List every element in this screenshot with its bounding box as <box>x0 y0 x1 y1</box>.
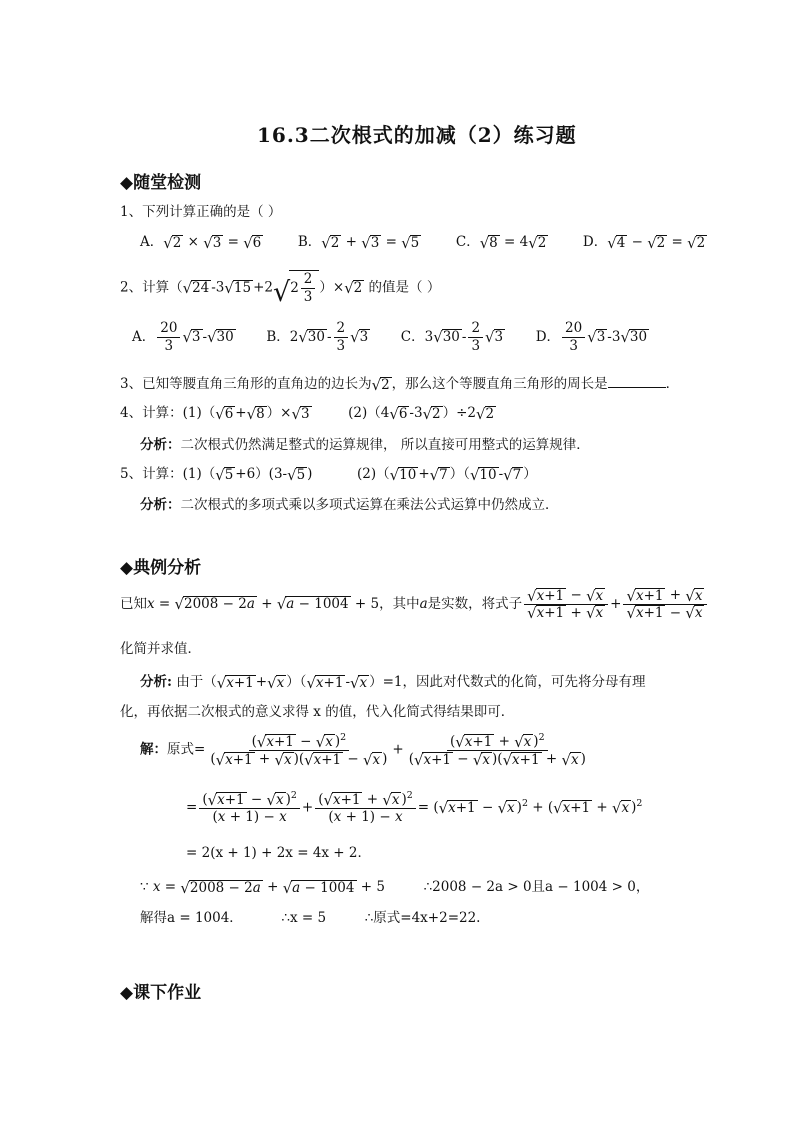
question-4-analysis: 分析：二次根式仍然满足整式的运算规律， 所以直接可用整式的运算规律． <box>140 437 590 453</box>
example-analysis-continued: 化，再依据二次根式的意义求得 x 的值，代入化简式得结果即可． <box>120 704 515 720</box>
question-1-stem: 1、下列计算正确的是（ ） <box>120 204 282 220</box>
answer-blank[interactable] <box>608 373 666 388</box>
question-5-analysis: 分析：二次根式的多项式乘以多项式运算在乘法公式运算中仍然成立． <box>140 497 559 513</box>
option-b-label: B． <box>297 234 322 250</box>
option-a-label: A． <box>140 234 164 250</box>
section-heading-homework: ◆课下作业 <box>120 983 202 1003</box>
section-heading-class-check: ◆随堂检测 <box>120 173 202 193</box>
option-c-label: C． <box>455 234 480 250</box>
option-a-label: A． <box>132 328 156 345</box>
question-2-stem: 2、计算（ √ 24 -3 √ 15 +2 √ 2 $\frac{2}{3}$ ）× √ 2 的值是（ ） <box>120 271 441 308</box>
example-analysis: 分析: 由于（ √ x+1 + √ x ）（ √ x+1 - √ x ）=1，因此对代数式的化简，可先将分母有理 <box>140 673 646 692</box>
option-d-label: D． <box>582 234 608 250</box>
option-b-label: B． <box>266 328 290 345</box>
example-statement: 已知x = √ 2008 − 2a + √ a − 1004 + 5，其中a是实数，将式子 √ x+1 − √ x √ x+1 + √ x + √ x+1 + √ x √ x+1 − √ x <box>120 587 709 622</box>
question-2-options: A． $\frac{20}{3}$ √ 3 - √ 30 B．2 √ 30 - $\frac{2}{3}$ √ 3 C．3 √ 30 - $\frac{2}{3}$ √ 3 D． $\frac{20}{3}$ √ 3 -3 √ 30 <box>132 320 648 354</box>
option-c-label: C． <box>400 328 425 345</box>
question-1-options: A． √ 2 × √ 3 = √ 6 B． √ 2 + √ 3 = √ 5 C． √ 8 = 4 √ 2 D． √ 4 − √ 2 = √ 2 <box>140 233 706 252</box>
question-4: 4、计算：(1)（ √ 6 + √ 8 ）× √ 3 (2)（4 √ 6 -3 √ 2 ）÷2 √ 2 <box>120 404 495 423</box>
page-title: 16.3二次根式的加减（2）练习题 <box>257 123 577 147</box>
solution-step-1: 解：原式= ( √ x+1 − √ x )$^2$ ( √ x+1 + √ x )( √ x+1 − √ x ) + ( √ x+1 + √ x )$^2$ ( √ x+1 − √ x )( √ x+1 + √ x ) <box>140 732 586 769</box>
option-d-label: D． <box>535 328 561 345</box>
section-heading-example-analysis: ◆典例分析 <box>120 558 202 578</box>
question-3: 3、已知等腰直角三角形的直角边的边长为 √ 2 ，那么这个等腰直角三角形的周长是 ． <box>120 373 679 393</box>
solution-step-2: = ( √ x+1 − √ x )$^2$ (x + 1) − x + ( √ x+1 + √ x )$^2$ (x + 1) − x = ( √ x+1 − √ x )$^2$ + ( √ x+1 + √ x )$^2$ <box>186 790 643 826</box>
example-instruction: 化简并求值． <box>120 641 201 657</box>
solution-condition: ∵ x = √ 2008 − 2a + √ a − 1004 + 5 ∴2008 − 2a > 0且a − 1004 > 0， <box>140 878 650 897</box>
solution-step-3: = 2(x + 1) + 2x = 4x + 2． <box>186 845 371 861</box>
solution-result: 解得a = 1004． ∴x = 5 ∴原式=4x+2=22. <box>140 910 481 926</box>
question-5: 5、计算：(1)（ √ 5 +6）(3- √ 5 ) (2)（ √ 10 + √ 7 ）（ √ 10 - √ 7 ） <box>120 465 537 484</box>
